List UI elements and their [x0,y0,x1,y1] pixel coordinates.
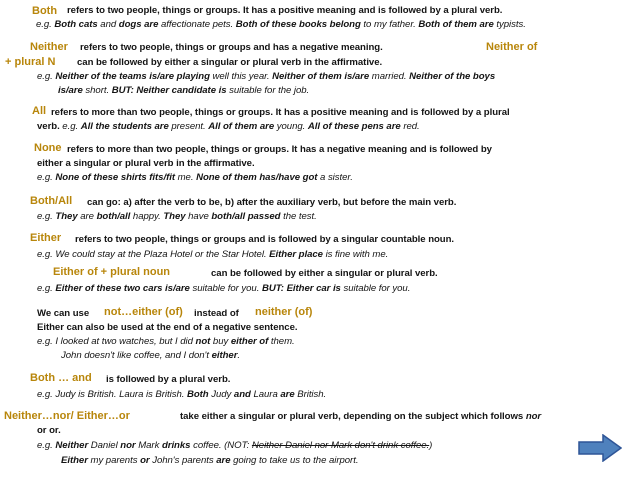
either-definition: refers to two people, things or groups and is followed by a singular countable noun. [75,234,455,245]
both-and-example: e.g. Judy is British. Laura is British. Both Judy and Laura are British. [37,389,327,400]
keyword-both-all: Both/All [30,195,73,207]
neither-nor-example-1: e.g. Neither Daniel nor Mark drinks coffee. (NOT: Neither Daniel nor Mark don't drink coffee.) [37,440,433,451]
both-and-definition: is followed by a plural verb. [106,374,231,385]
both-definition: refers to two people, things or groups. It has a positive meaning and is followed by a plural verb. [67,5,503,16]
keyword-plural-n: + plural N [5,56,56,68]
next-arrow-icon[interactable] [578,434,622,462]
neither-nor-definition: take either a singular or plural verb, depending on the subject which follows nor [180,411,542,422]
neither-nor-definition-2: or or. [37,425,61,436]
neither-example: e.g. Neither of the teams is/are playing well this year. Neither of them is/are married. Neither of the boys [37,71,496,82]
keyword-neither-of: Neither of [486,41,538,53]
keyword-both: Both [32,5,58,17]
keyword-neither: Neither [30,41,68,53]
either-of-definition: can be followed by either a singular or plural verb. [211,268,438,279]
either-example: e.g. We could stay at the Plaza Hotel or the Star Hotel. Either place is fine with me. [37,249,389,260]
keyword-none: None [34,142,62,154]
instead-of-label: instead of [194,308,239,319]
either-also-example-2: John doesn't like coffee, and I don't either. [61,350,241,361]
keyword-neither-nor-either-or: Neither…nor/ Either…or [4,410,130,422]
none-example: e.g. None of these shirts fits/fit me. None of them has/have got a sister. [37,172,353,183]
keyword-either-of-plural-noun: Either of + plural noun [53,266,171,278]
keyword-not-either-of: not…either (of) [104,306,183,318]
both-all-definition: can go: a) after the verb to be, b) after the auxiliary verb, but before the main verb. [87,197,457,208]
both-all-example: e.g. They are both/all happy. They have both/all passed the test. [37,211,317,222]
keyword-neither-of-paren: neither (of) [255,306,313,318]
neither-definition: refers to two people, things or groups and has a negative meaning. [80,42,383,53]
keyword-either: Either [30,232,62,244]
keyword-all: All [32,105,47,117]
neither-example-2: is/are short. BUT: Neither candidate is suitable for the job. [58,85,310,96]
we-can-use-label: We can use [37,308,90,319]
neither-nor-example-2: Either my parents or John's parents are going to take us to the airport. [61,455,359,466]
all-definition-2: verb. e.g. All the students are present. All of them are young. All of these pens are red. [37,121,420,132]
none-definition-2: either a singular or plural verb in the affirmative. [37,158,255,169]
all-definition: refers to more than two people, things or groups. It has a positive meaning and is followed by a plural [51,107,510,118]
either-also-definition: Either can also be used at the end of a negative sentence. [37,322,298,333]
either-of-example: e.g. Either of these two cars is/are suitable for you. BUT: Either car is suitable for you. [37,283,411,294]
either-also-example-1: e.g. I looked at two watches, but I did not buy either of them. [37,336,295,347]
both-example: e.g. Both cats and dogs are affectionate pets. Both of these books belong to my father. Both of them are typists. [36,19,526,30]
keyword-both-and: Both … and [30,372,92,384]
neither-definition-2: can be followed by either a singular or plural verb in the affirmative. [77,57,383,68]
none-definition: refers to more than two people, things or groups. It has a negative meaning and is followed by [67,144,492,155]
